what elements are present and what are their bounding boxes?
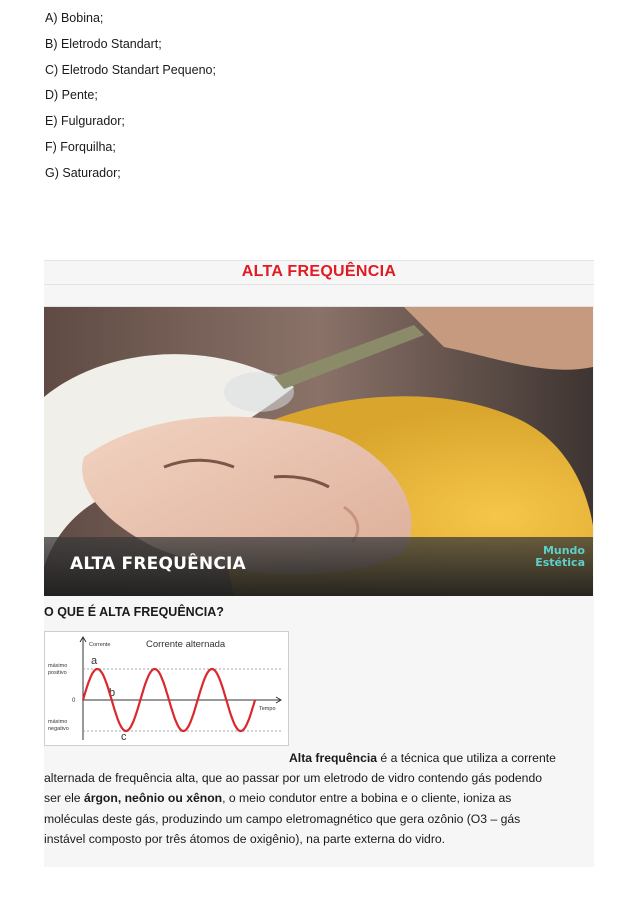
definition-paragraph: Alta frequência é a técnica que utiliza a corrente alternada de frequência alta, que ao passar por um eletrodo de vidro contendo gás podendo ser ele árgon, neônio ou xênon, o meio condutor entre a bobina e o cliente, ioniza as moléculas deste gás, produzindo um campo eletromagnético que gera ozônio (O3 – gás instável composto por três átomos de oxigênio), na parte externa do vidro.: [44, 751, 556, 846]
section-question: O QUE É ALTA FREQUÊNCIA?: [44, 605, 224, 619]
y-axis-label: Corrente: [89, 642, 111, 648]
treatment-photo: [44, 307, 593, 596]
list-item: D) Pente;: [45, 88, 98, 103]
svg-text:negativo: negativo: [48, 726, 69, 732]
equipment-list: [45, 10, 216, 191]
diagram-title: Corrente alternada: [146, 639, 226, 650]
list-item: C) Eletrodo Standart Pequeno;: [45, 62, 216, 77]
svg-text:a: a: [91, 655, 98, 667]
brand-logo: Mundo Estética: [535, 544, 585, 569]
list-item: F) Forquilha;: [45, 139, 116, 154]
photo-banner-text: ALTA FREQUÊNCIA: [70, 554, 246, 574]
svg-text:máximo: máximo: [48, 719, 68, 725]
svg-text:positivo: positivo: [48, 670, 67, 676]
x-axis-label: Tempo: [259, 706, 276, 712]
list-item: E) Fulgurador;: [45, 114, 125, 129]
alternating-current-diagram: [44, 631, 289, 746]
list-item: B) Eletrodo Standart;: [45, 36, 162, 51]
divider: [44, 284, 594, 285]
term: Alta frequência: [289, 751, 378, 765]
svg-text:c: c: [121, 731, 127, 743]
section-title: ALTA FREQUÊNCIA: [241, 263, 397, 280]
list-item: A) Bobina;: [45, 11, 104, 25]
svg-text:0: 0: [72, 698, 76, 704]
svg-text:b: b: [109, 687, 116, 699]
svg-text:máximo: máximo: [48, 663, 68, 669]
list-item: G) Saturador;: [45, 165, 121, 180]
